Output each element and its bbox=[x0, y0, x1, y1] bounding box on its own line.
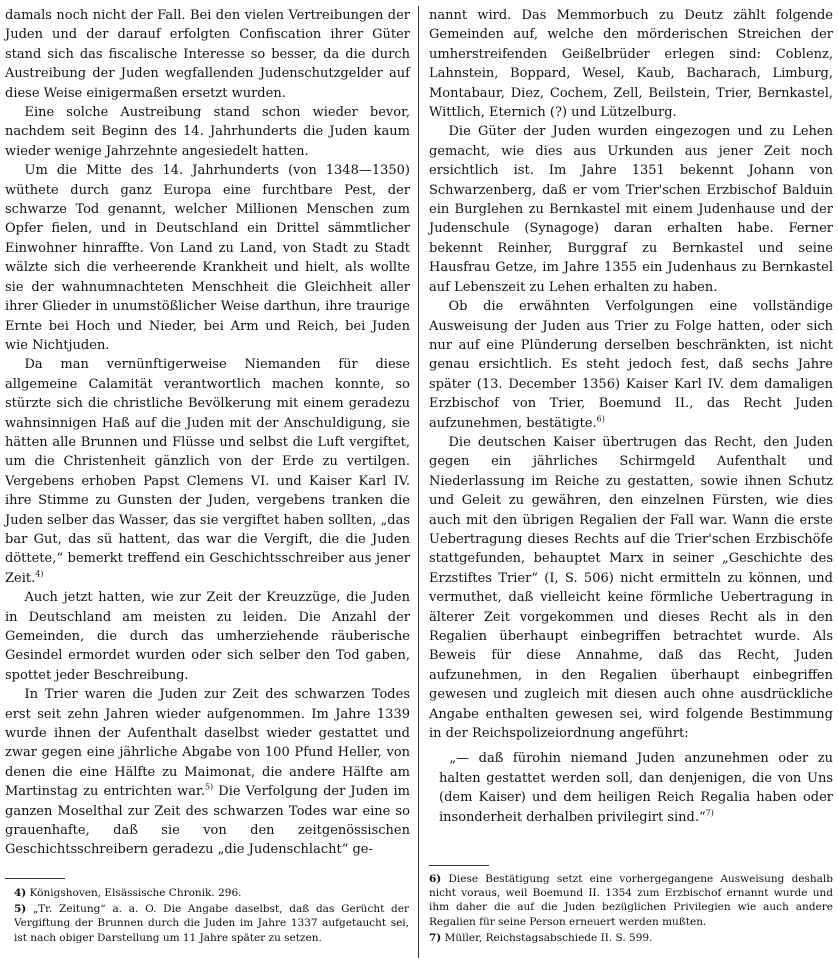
footnote-5-text: „Tr. Zeitung“ a. a. O. Die Angabe daselbst, daß das Gerücht der Vergiftung der Brunnen durch die Juden im Jahre 1337 aufgetaucht sei, ist nach obiger Darstellung um 11 Jahre später zu setzen. bbox=[14, 903, 409, 944]
footnote-6 bbox=[429, 872, 833, 929]
left-paragraph-2: Eine solche Austreibung stand schon wieder bevor, nachdem seit Beginn des 14. Jahrhunderts die Juden kaum wieder wenige Jahrzehnte angesiedelt hatten. bbox=[5, 105, 410, 159]
left-paragraph-1: damals noch nicht der Fall. Bei den vielen Vertreibungen der Juden und der darauf erfolgten Confiscation ihrer Güter stand sich das fiscalische Interesse so besser, da die durch Austreibung der Juden wegfallenden Judenschutzgelder auf diese Weise einigermaßen ersetzt wurden. bbox=[5, 8, 410, 101]
footnote-4-number: 4) bbox=[14, 887, 27, 899]
footnote-rule-left bbox=[5, 878, 65, 879]
footnote-7-number: 7) bbox=[429, 931, 442, 944]
left-paragraph-3: Um die Mitte des 14. Jahrhunderts (von 1348—1350) wüthete durch ganz Europa eine furchtbare Pest, der schwarze Tod genannt, welcher Millionen Menschen zum Opfer fielen, und in Deutschland ein Drittel sämmtlicher Einwohner hinraffte. Von Land zu Land, von Stadt zu Stadt wälzte sich die verheerende Krankheit und hielt, als wollte sie der wahnumnachteten Menschheit die Gleichheit aller ihrer Glieder in unumstößlicher Weise darthun, ihre traurige Ernte bei Hoch und Nieder, bei Arm und Reich, bei Juden wie Nichtjuden. bbox=[5, 163, 410, 353]
footnote-7 bbox=[429, 931, 833, 945]
left-column bbox=[5, 6, 410, 860]
footnote-rule-right bbox=[429, 865, 489, 866]
right-paragraph-2: Die Güter der Juden wurden eingezogen und zu Lehen gemacht, wie dies aus Urkunden aus jener Zeit noch ersichtlich ist. Im Jahre 1351 bekennt Johann von Schwarzenberg, daß er vom Trier'schen Erzbischof Balduin ein Burglehen zu Bernkastel mit einem Judenhause und der Judenschule (Synagoge) daran erhalten habe. Ferner bekennt Reinher, Burggraf zu Bernkastel und seine Hausfrau Getze, im Jahre 1355 ein Judenhaus zu Bernkastel auf Lebenszeit zu Lehen erhalten zu haben. bbox=[429, 124, 833, 295]
footnote-ref-6: 6) bbox=[596, 414, 605, 424]
right-paragraph-3-text: Ob die erwähnten Verfolgungen eine vollständige Ausweisung der Juden aus Trier zu Folge hatten, oder sich nur auf eine Plünderung derselben beschränkten, ist nicht genau ersichtlich. Es steht jedoch fest, daß sechs Jahre später (13. December 1356) Kaiser Karl IV. dem damaligen Erzbischof von Trier, Boemund II., das Recht Juden aufzunehmen, bestätigte. bbox=[429, 299, 833, 431]
footnote-6-number: 6) bbox=[429, 873, 442, 885]
footnote-6-text: Diese Bestätigung setzt eine vorhergegangene Ausweisung deshalb nicht voraus, weil Boemund II. 1354 zum Erzbischof ernannt wurde und ihm daher die auf die Juden bezüglichen Privilegien wie auch andere Regalien für seine Person erneuert werden mußten. bbox=[429, 873, 834, 928]
right-paragraph-1: nannt wird. Das Memmorbuch zu Deutz zählt folgende Gemeinden auf, welche den mörderischen Streichen der umherstreifenden Geißelbrüder erlegen sind: Coblenz, Lahnstein, Boppard, Wesel, Kaub, Bacharach, Limburg, Montabaur, Diez, Cochem, Zell, Beilstein, Trier, Bernkastel, Wittlich, Eternich (?) und Lützelburg. bbox=[429, 8, 833, 121]
left-paragraph-6 bbox=[5, 685, 410, 860]
left-paragraph-6-cont: Die Verfolgung der Juden im ganzen Moselthal zur Zeit des schwarzen Todes war eine so grauenhafte, daß sie von den zeitgenössischen Geschichtsschreibern geradezu „die Judenschlacht“ ge- bbox=[5, 784, 410, 858]
footnote-5 bbox=[14, 902, 409, 945]
footnote-ref-7: 7) bbox=[705, 808, 714, 818]
right-column bbox=[429, 6, 833, 827]
column-divider bbox=[418, 6, 419, 958]
footnotes-left bbox=[14, 886, 409, 947]
left-paragraph-4 bbox=[5, 355, 410, 588]
footnotes-right bbox=[429, 872, 833, 947]
block-quote-text: „— daß fürohin niemand Juden anzunehmen oder zu halten gestattet werden soll, dan denjenigen, die von Uns (dem Kaiser) und dem heiligen Reich Regalia haben oder insonderheit derhalben privilegirt sind.“ bbox=[439, 751, 833, 825]
block-quote bbox=[429, 749, 833, 827]
left-paragraph-5: Auch jetzt hatten, wie zur Zeit der Kreuzzüge, die Juden in Deutschland am meisten zu leiden. Die Anzahl der Gemeinden, die durch das umherziehende räuberische Gesindel ermordet wurden oder sich selber den Tod gaben, spottet jeder Beschreibung. bbox=[5, 590, 410, 683]
left-paragraph-4-text: Da man vernünftigerweise Niemanden für diese allgemeine Calamität verantwortlich machen konnte, so stürzte sich die christliche Bevölkerung mit einem geradezu wahnsinnigen Haß auf die Juden mit der Anschuldigung, sie hätten alle Brunnen und Flüsse und selbst die Luft vergiftet, um die Christenheit gänzlich von der Erde zu vertilgen. Vergebens erhoben Papst Clemens VI. und Kaiser Karl IV. ihre Stimme zu Gunsten der Juden, vergebens tranken die Juden selber das Wasser, das sie vergiftet haben sollten, „das bar Gut, das sü hattent, das war die Vergift, die die Juden döttete,“ bemerkt treffend ein Geschichtsschreiber aus jener Zeit. bbox=[5, 357, 410, 586]
footnote-ref-4: 4) bbox=[35, 569, 44, 579]
left-paragraph-6-text: In Trier waren die Juden zur Zeit des schwarzen Todes erst seit zehn Jahren wieder aufgenommen. Im Jahre 1339 wurde ihnen der Aufenthalt daselbst wieder gestattet und zwar gegen eine jährliche Abgabe von 100 Pfund Heller, von denen die eine Hälfte zu Maimonat, die andere Hälfte am Martinstag zu entrichten war. bbox=[5, 687, 410, 800]
footnote-5-number: 5) bbox=[14, 903, 27, 916]
right-paragraph-4: Die deutschen Kaiser übertrugen das Recht, den Juden gegen ein jährliches Schirmgeld Aufenthalt und Niederlassung im Reiche zu gestatten, sowie ihnen Schutz und Geleit zu gewähren, den einzelnen Fürsten, wie dies auch mit den übrigen Regalien der Fall war. Wann die erste Uebertragung dieses Rechts auf die Trier'schen Erzbischöfe stattgefunden, behauptet Marx in seiner „Geschichte des Erzstiftes Trier“ (I, S. 506) nicht ermitteln zu können, und vermuthet, daß vielleicht keine förmliche Uebertragung in älterer Zeit vorgekommen und dieses Recht als in den Regalien überhaupt einbegriffen betrachtet wurde. Als Beweis für diese Annahme, daß das Recht, Juden aufzunehmen, in den Regalien überhaupt einbegriffen gewesen und zugleich mit diesen auch ohne ausdrückliche Angabe enthalten gewesen sei, wird folgende Bestimmung in der Reichspolizeiordnung angeführt: bbox=[429, 434, 833, 742]
right-paragraph-3 bbox=[429, 297, 833, 433]
footnote-7-text: Müller, Reichstagsabschiede II. S. 599. bbox=[444, 931, 653, 944]
footnote-4 bbox=[14, 886, 409, 900]
footnote-ref-5: 5) bbox=[204, 782, 214, 792]
footnote-4-text: Königshoven, Elsässische Chronik. 296. bbox=[29, 887, 242, 899]
